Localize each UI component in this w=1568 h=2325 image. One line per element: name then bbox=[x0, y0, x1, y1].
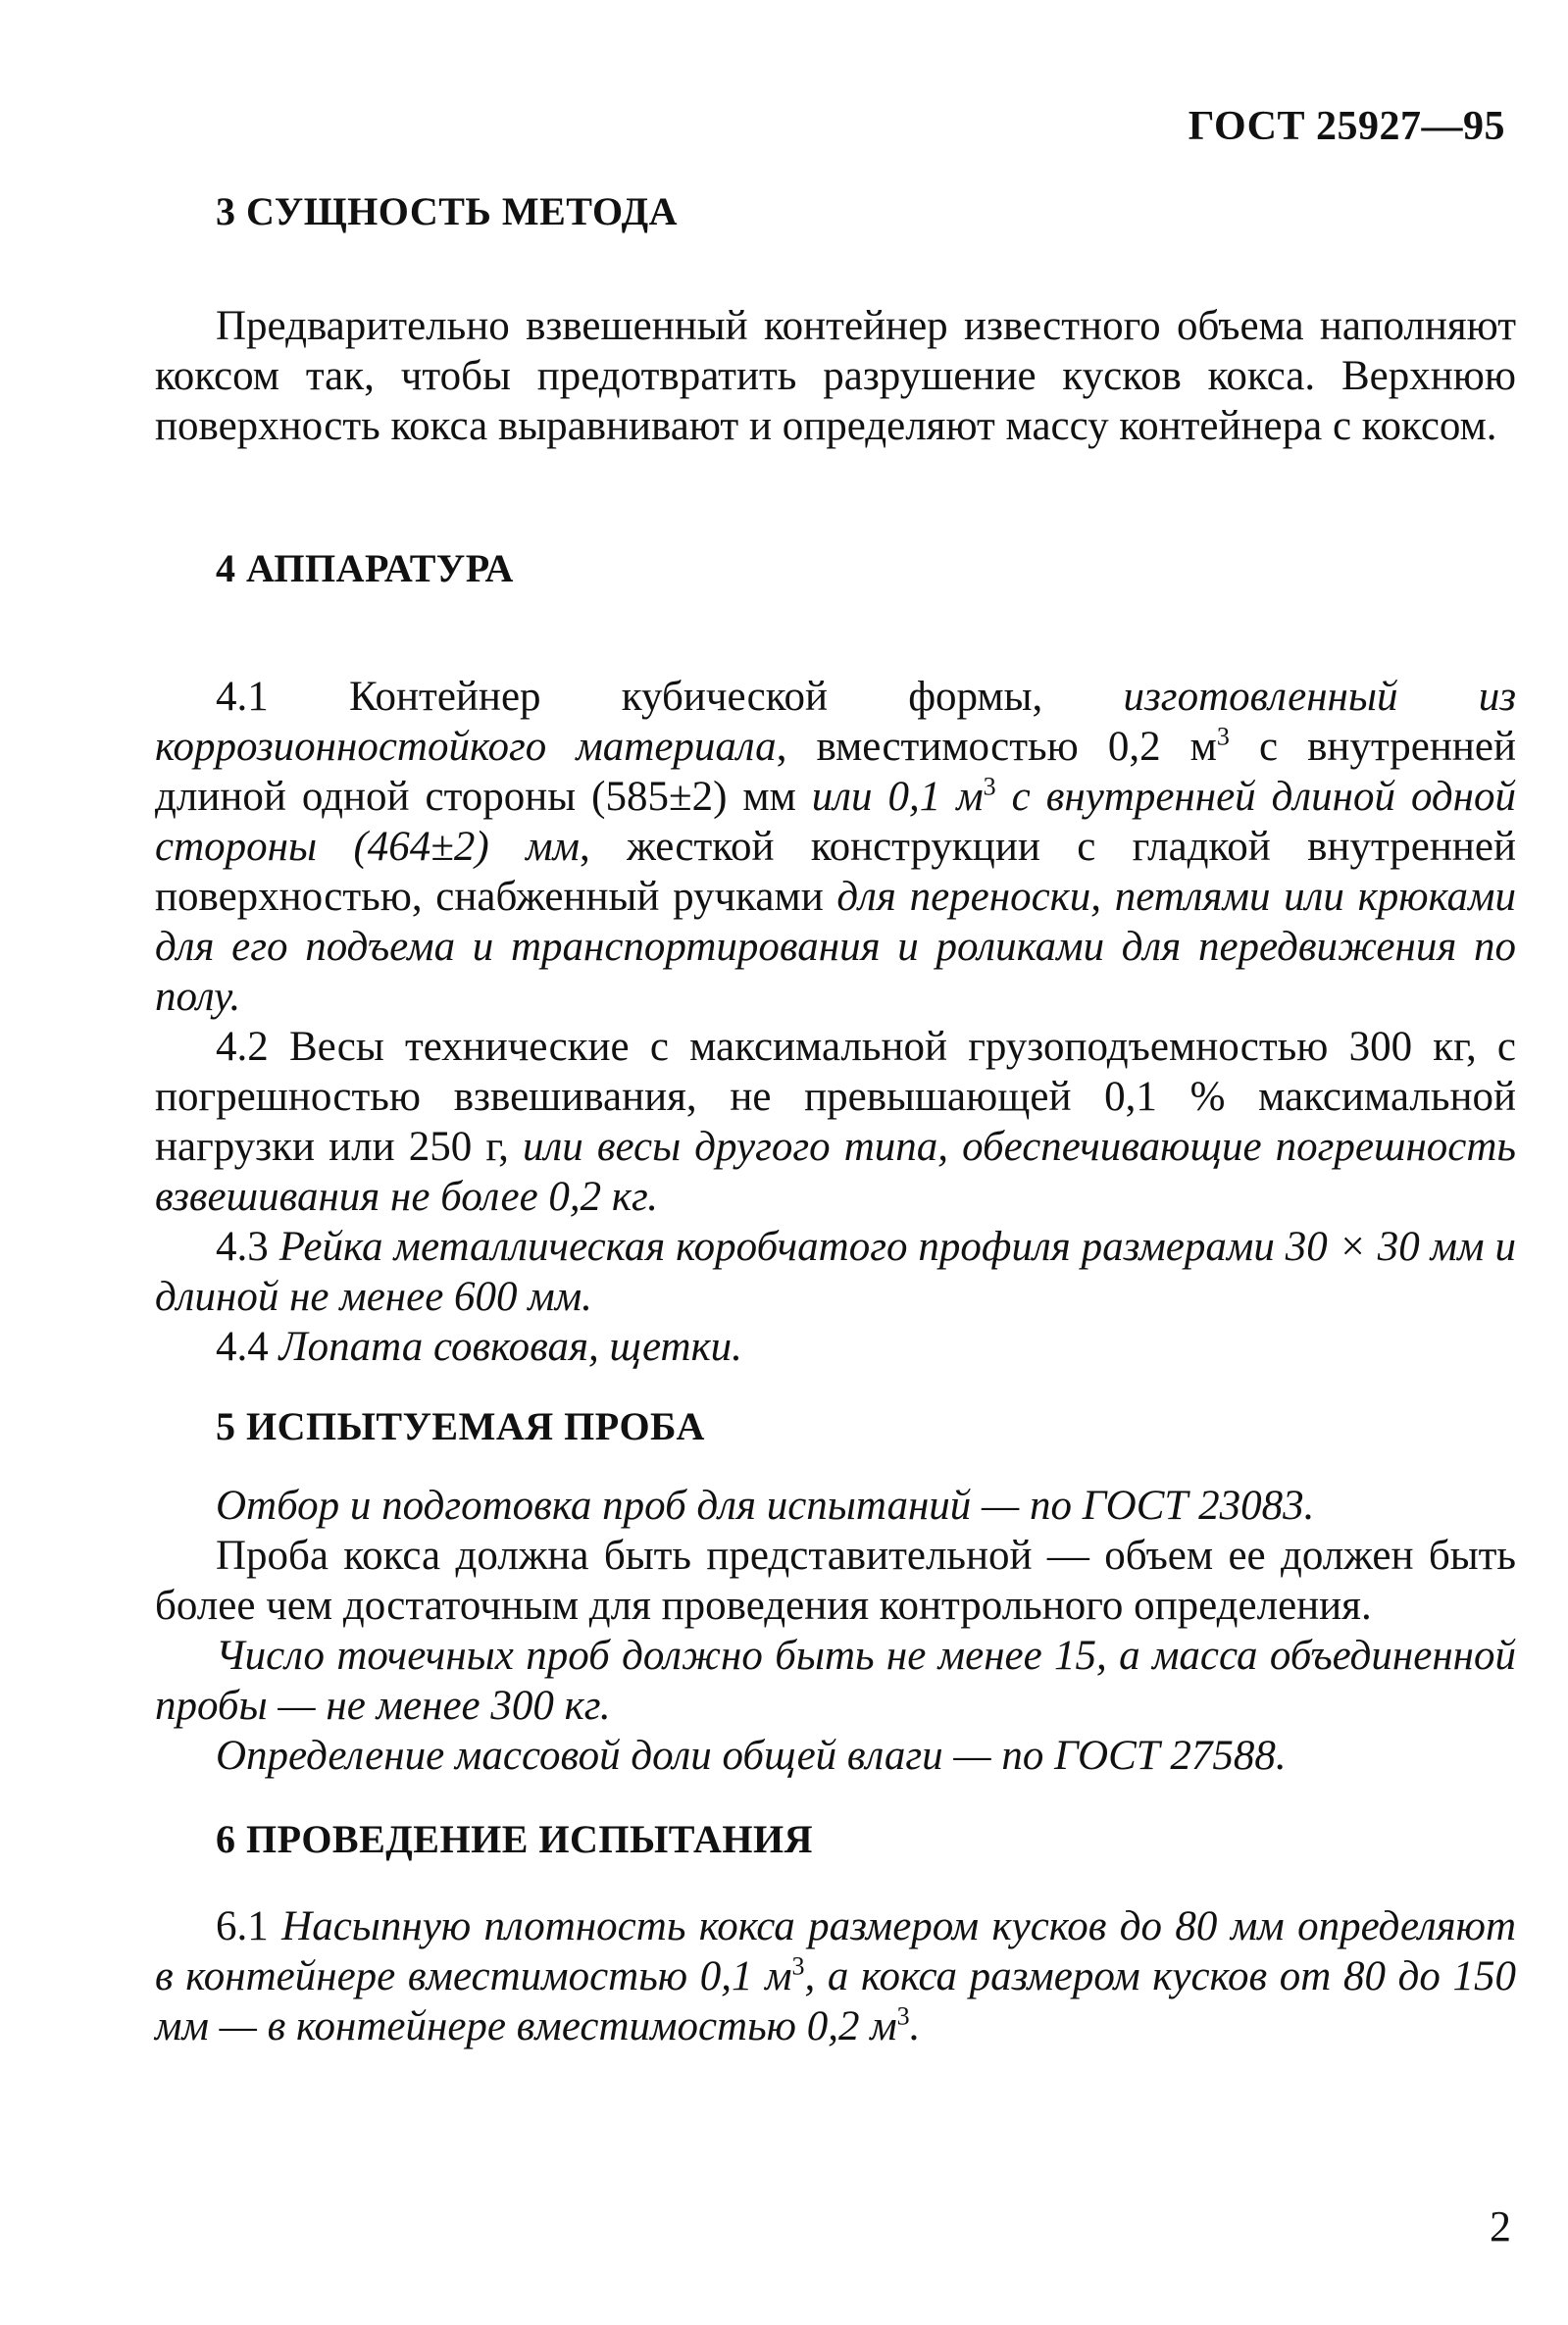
p61-sup-2: 3 bbox=[896, 2001, 910, 2031]
p61-sup-1: 3 bbox=[791, 1951, 805, 1981]
paragraph-4-2 bbox=[155, 1022, 1516, 1222]
p5-3-text: Число точечных проб должно быть не менее 15, а масса объединенной пробы — не менее 300 кг. bbox=[155, 1633, 1516, 1729]
p41-sup-2: 3 bbox=[983, 772, 996, 801]
p61-text-c: , а кокса размером кусков от 80 до 150 мм — в контейнере вместимостью 0,2 м bbox=[155, 1953, 1516, 2049]
p41-sup-1: 3 bbox=[1216, 722, 1230, 751]
p61-text-b: Насыпную плотность кокса размером кусков до 80 мм определяют в контейнере вместимостью 0,1 м bbox=[155, 1903, 1516, 1999]
paragraph-4-4 bbox=[155, 1322, 1516, 1372]
p41-text-h: для переноски, петлями или крюками для его подъема и транспортирования и роликами для передвижения по полу. bbox=[155, 874, 1516, 1020]
section-5-paragraph-4 bbox=[155, 1731, 1516, 1781]
p41-text-c: , вместимостью 0,2 м bbox=[776, 724, 1217, 770]
p41-text-a: 4.1 Контейнер кубической формы, bbox=[216, 674, 1124, 720]
page-number: 2 bbox=[1490, 2202, 1511, 2250]
p5-4-text: Определение массовой доли общей влаги — по ГОСТ 27588. bbox=[216, 1733, 1287, 1779]
section-3-heading: 3 СУЩНОСТЬ МЕТОДА bbox=[216, 189, 678, 233]
paragraph-4-1 bbox=[155, 672, 1516, 1022]
section-5-paragraph-2: Проба кокса должна быть представительной — объем ее должен быть более чем достаточным для проведения контрольного определения. bbox=[155, 1533, 1516, 1629]
p44-text-b: Лопата совковая, щетки. bbox=[278, 1324, 742, 1370]
section-3-paragraph: Предварительно взвешенный контейнер известного объема наполняют коксом так, чтобы предотвратить разрушение кусков кокса. Верхнюю поверхность кокса выравнивают и определяют массу контейнера с коксом. bbox=[155, 303, 1516, 449]
p61-text-a: 6.1 bbox=[216, 1903, 282, 1949]
p41-text-b: изготовленный из коррозионностойкого материала bbox=[155, 674, 1516, 770]
section-5-heading: 5 ИСПЫТУЕМАЯ ПРОБА bbox=[216, 1404, 705, 1448]
document-body bbox=[155, 186, 1516, 2051]
paragraph-6-1 bbox=[155, 1901, 1516, 2051]
section-4-heading: 4 АППАРАТУРА bbox=[216, 546, 514, 590]
p41-text-f: с внутренней длиной одной стороны (464±2) мм bbox=[155, 774, 1516, 870]
p43-text-a: 4.3 bbox=[216, 1224, 279, 1270]
p61-text-d: . bbox=[909, 2003, 921, 2049]
p5-1-text: Отбор и подготовка проб для испытаний — по ГОСТ 23083. bbox=[216, 1483, 1315, 1529]
document-code-header: ГОСТ 25927—95 bbox=[1188, 104, 1505, 149]
p41-text-d: с внутренней длиной одной стороны (585±2) мм bbox=[155, 724, 1516, 820]
paragraph-4-3 bbox=[155, 1222, 1516, 1322]
p42-text-b: или весы другого типа, обеспечивающие погрешность взвешивания не более 0,2 кг. bbox=[155, 1124, 1517, 1220]
section-5-paragraph-1 bbox=[155, 1481, 1516, 1531]
p43-text-b: Рейка металлическая коробчатого профиля размерами 30 × 30 мм и длиной не менее 600 мм. bbox=[155, 1224, 1517, 1320]
p42-text-a: 4.2 Весы технические с максимальной грузоподъемностью 300 кг, с погрешностью взвешивания, не превышающей 0,1 % максимальной нагрузки или 250 г, bbox=[155, 1024, 1516, 1170]
section-5-paragraph-3 bbox=[155, 1631, 1516, 1731]
p44-text-a: 4.4 bbox=[216, 1324, 279, 1370]
p41-text-g: , жесткой конструкции с гладкой внутренней поверхностью, снабженный ручками bbox=[155, 824, 1516, 920]
section-6-heading: 6 ПРОВЕДЕНИЕ ИСПЫТАНИЯ bbox=[216, 1817, 813, 1861]
p41-text-e: или 0,1 м bbox=[811, 774, 984, 820]
